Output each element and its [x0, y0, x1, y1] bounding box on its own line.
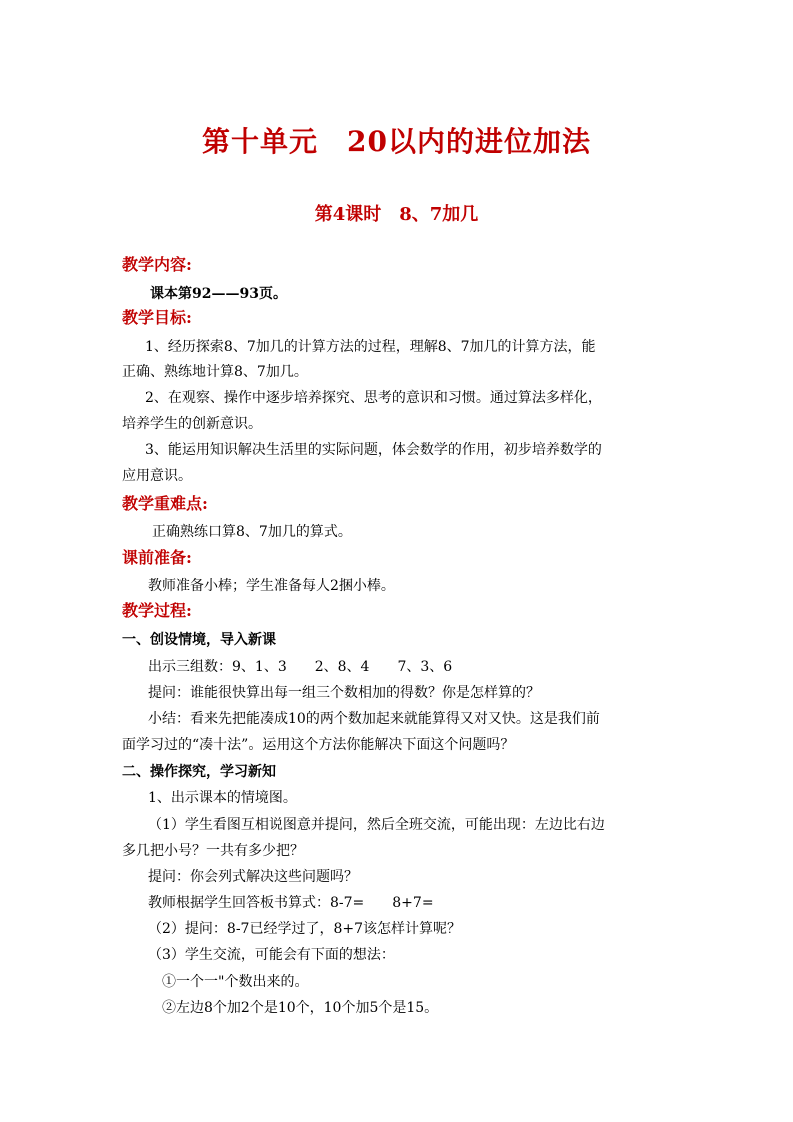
goal-3-line-2: 应用意识。	[122, 468, 192, 484]
part2-title: 二、操作探究，学习新知	[122, 764, 276, 780]
part2-line: （2）提问：8-7已经学过了，8+7该怎样计算呢？	[148, 921, 461, 937]
content-text: 课本第92——93页。	[150, 286, 287, 302]
part1-line: 小结：看来先把能凑成10的两个数加起来就能算得又对又快。这是我们前	[148, 711, 600, 727]
part1-line: 提问：谁能很快算出每一组三个数相加的得数？你是怎样算的？	[148, 685, 540, 701]
part2-line: 多几把小号？一共有多少把？	[122, 843, 304, 859]
heading-goals: 教学目标:	[122, 308, 192, 327]
part2-line: ①一个一"个数出来的。	[162, 974, 309, 990]
document-title: 第十单元 20以内的进位加法	[202, 125, 591, 158]
part1-line: 面学习过的“凑十法”。运用这个方法你能解决下面这个问题吗？	[122, 737, 515, 753]
heading-preparation: 课前准备:	[122, 548, 192, 567]
key-points-text: 正确熟练口算8、7加几的算式。	[152, 524, 352, 540]
goal-3-line-1: 3、能运用知识解决生活里的实际问题，体会数学的作用，初步培养数学的	[145, 442, 602, 458]
heading-process: 教学过程:	[122, 601, 192, 620]
goal-2-line-2: 培养学生的创新意识。	[122, 416, 262, 432]
heading-content: 教学内容:	[122, 255, 192, 274]
goal-2-line-1: 2、在观察、操作中逐步培养探究、思考的意识和习惯。通过算法多样化，	[145, 390, 602, 406]
preparation-text: 教师准备小棒；学生准备每人2捆小棒。	[148, 578, 395, 594]
part1-title: 一、创设情境，导入新课	[122, 632, 276, 648]
goal-1-line-1: 1、经历探索8、7加几的计算方法的过程，理解8、7加几的计算方法，能	[145, 339, 596, 355]
goal-1-line-2: 正确、熟练地计算8、7加几。	[122, 364, 308, 380]
part1-line: 出示三组数：9、1、3 2、8、4 7、3、6	[148, 659, 453, 675]
part2-line: （3）学生交流，可能会有下面的想法：	[148, 947, 395, 963]
part2-line: （1）学生看图互相说图意并提问，然后全班交流，可能出现：左边比右边	[148, 817, 605, 833]
heading-key-points: 教学重难点:	[122, 494, 208, 513]
lesson-subtitle: 第4课时 8、7加几	[314, 204, 479, 225]
part2-line: 1、出示课本的情境图。	[148, 790, 297, 806]
part2-line: 教师根据学生回答板书算式：8-7= 8+7=	[148, 895, 434, 911]
part2-line: ②左边8个加2个是10个，10个加5个是15。	[162, 1000, 439, 1016]
part2-line: 提问：你会列式解决这些问题吗？	[148, 869, 358, 885]
